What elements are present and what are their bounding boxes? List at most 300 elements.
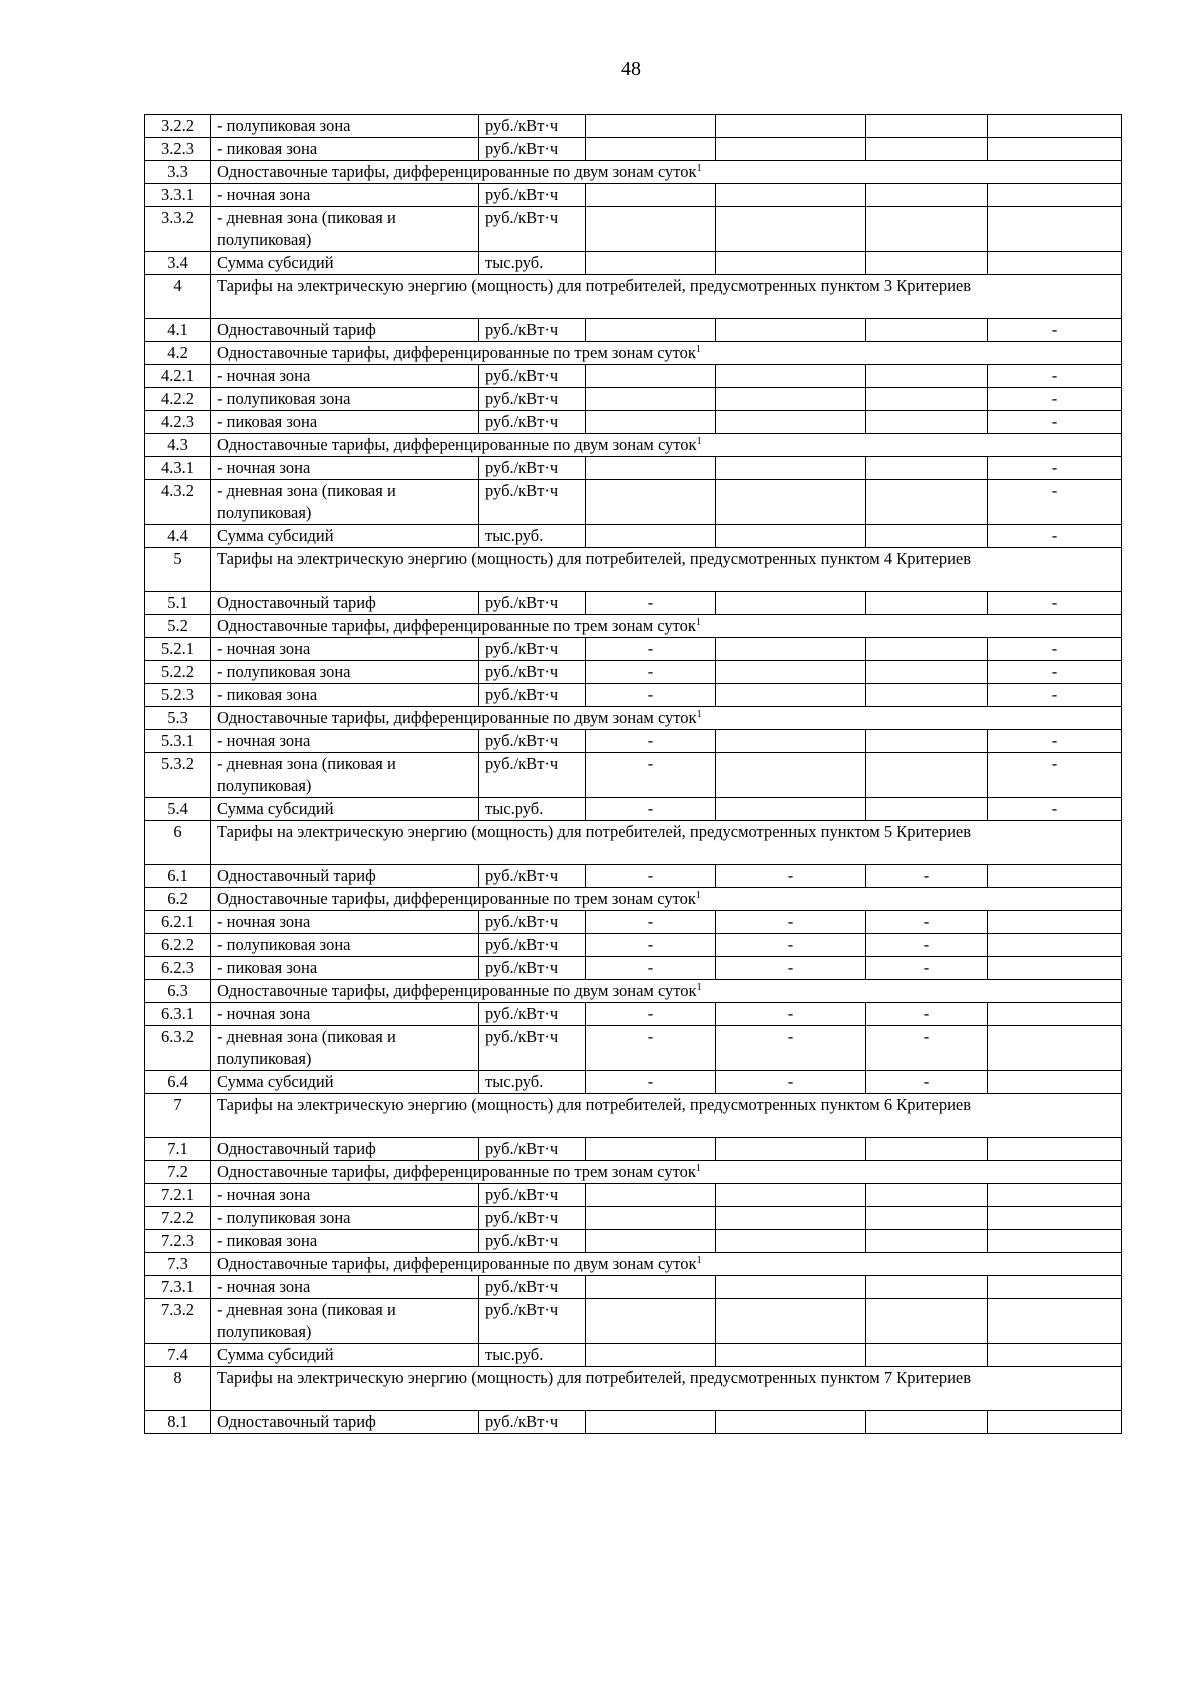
row-number: 4.4 [145,525,211,548]
row-number: 4.1 [145,319,211,342]
value-cell [716,592,866,615]
value-cell [586,1411,716,1434]
row-unit: руб./кВт·ч [479,1230,586,1253]
table-row [145,615,1122,638]
row-name: Одноставочный тариф [211,592,479,615]
table-row [145,115,1122,138]
row-number: 4.2.2 [145,388,211,411]
section-title-text: Одноставочные тарифы, дифференцированные по двум зонам суток [217,1254,697,1273]
row-name: - дневная зона (пиковая и полупиковая) [211,753,479,798]
row-number: 6 [145,821,211,865]
value-cell [866,319,988,342]
row-number: 6.3.2 [145,1026,211,1071]
section-title-text: Одноставочные тарифы, дифференцированные по трем зонам суток [217,616,696,635]
table-row [145,1071,1122,1094]
value-cell [586,207,716,252]
value-cell [988,115,1122,138]
value-cell [866,184,988,207]
row-unit: руб./кВт·ч [479,1138,586,1161]
value-cell [866,592,988,615]
row-name: Одноставочный тариф [211,865,479,888]
row-name: - полупиковая зона [211,1207,479,1230]
value-cell: - [866,865,988,888]
value-cell [586,1138,716,1161]
row-unit: тыс.руб. [479,1344,586,1367]
section-title [211,434,1122,457]
footnote-mark: 1 [695,890,701,901]
row-unit: тыс.руб. [479,798,586,821]
row-unit: руб./кВт·ч [479,638,586,661]
row-name: - ночная зона [211,911,479,934]
section-title-text: Тарифы на электрическую энергию (мощность) для потребителей, предусмотренных пунктом 3 Критериев [217,276,972,295]
row-number: 6.3.1 [145,1003,211,1026]
row-name: - дневная зона (пиковая и полупиковая) [211,480,479,525]
table-row [145,821,1122,865]
row-unit: руб./кВт·ч [479,457,586,480]
value-cell [716,365,866,388]
value-cell: - [586,911,716,934]
value-cell: - [988,365,1122,388]
table-row [145,1161,1122,1184]
section-title [211,548,1122,592]
row-number: 4.3 [145,434,211,457]
row-number: 3.3.2 [145,207,211,252]
table-row [145,480,1122,525]
value-cell: - [866,1026,988,1071]
value-cell [988,1344,1122,1367]
value-cell: - [988,319,1122,342]
value-cell [586,365,716,388]
row-name: Одноставочный тариф [211,1138,479,1161]
row-number: 7.4 [145,1344,211,1367]
value-cell: - [988,457,1122,480]
table-row [145,388,1122,411]
row-number: 5.2.3 [145,684,211,707]
table-row [145,319,1122,342]
row-name: Сумма субсидий [211,525,479,548]
value-cell [988,1411,1122,1434]
row-unit: руб./кВт·ч [479,207,586,252]
row-number: 7 [145,1094,211,1138]
footnote-mark: 1 [696,709,702,720]
table-row [145,1299,1122,1344]
row-number: 8 [145,1367,211,1411]
row-name: - ночная зона [211,365,479,388]
value-cell [716,457,866,480]
value-cell [586,1276,716,1299]
row-unit: руб./кВт·ч [479,1411,586,1434]
value-cell: - [866,1071,988,1094]
row-number: 6.2.2 [145,934,211,957]
section-title [211,821,1122,865]
row-unit: руб./кВт·ч [479,1003,586,1026]
value-cell [988,1071,1122,1094]
row-number: 4.3.1 [145,457,211,480]
value-cell [988,911,1122,934]
value-cell: - [586,661,716,684]
section-title [211,888,1122,911]
row-number: 5 [145,548,211,592]
row-name: - дневная зона (пиковая и полупиковая) [211,1026,479,1071]
table-row [145,548,1122,592]
value-cell [866,1276,988,1299]
value-cell [586,480,716,525]
value-cell: - [988,592,1122,615]
table-row [145,888,1122,911]
row-unit: руб./кВт·ч [479,138,586,161]
row-number: 3.2.2 [145,115,211,138]
table-row [145,730,1122,753]
value-cell: - [586,592,716,615]
section-title [211,161,1122,184]
value-cell [716,638,866,661]
section-title-text: Одноставочные тарифы, дифференцированные по двум зонам суток [217,435,697,454]
row-name: - ночная зона [211,638,479,661]
value-cell [866,730,988,753]
section-title [211,1161,1122,1184]
row-unit: руб./кВт·ч [479,365,586,388]
value-cell [988,934,1122,957]
value-cell: - [988,638,1122,661]
table-row [145,957,1122,980]
table-row [145,1138,1122,1161]
value-cell: - [586,638,716,661]
row-name: - полупиковая зона [211,388,479,411]
table-row [145,753,1122,798]
table-row [145,1026,1122,1071]
row-unit: руб./кВт·ч [479,480,586,525]
row-unit: тыс.руб. [479,525,586,548]
value-cell [988,1026,1122,1071]
value-cell: - [716,957,866,980]
value-cell: - [586,684,716,707]
section-title [211,1367,1122,1411]
row-number: 5.2 [145,615,211,638]
value-cell [988,1276,1122,1299]
table-row [145,411,1122,434]
table-row [145,1094,1122,1138]
table-row [145,1276,1122,1299]
table-row [145,1253,1122,1276]
value-cell [586,1230,716,1253]
section-title-text: Одноставочные тарифы, дифференцированные по трем зонам суток [217,1162,696,1181]
row-unit: руб./кВт·ч [479,957,586,980]
value-cell [586,388,716,411]
value-cell: - [586,865,716,888]
value-cell: - [988,753,1122,798]
value-cell: - [988,684,1122,707]
value-cell: - [866,1003,988,1026]
value-cell [988,138,1122,161]
row-name: Одноставочный тариф [211,1411,479,1434]
value-cell [716,730,866,753]
row-number: 5.3.2 [145,753,211,798]
section-title [211,342,1122,365]
value-cell [586,1299,716,1344]
value-cell: - [586,934,716,957]
row-name: - ночная зона [211,730,479,753]
row-name: Сумма субсидий [211,798,479,821]
value-cell [866,1230,988,1253]
value-cell [716,1184,866,1207]
value-cell: - [716,1026,866,1071]
value-cell [716,1299,866,1344]
value-cell [716,684,866,707]
row-name: - пиковая зона [211,1230,479,1253]
row-unit: руб./кВт·ч [479,753,586,798]
value-cell [716,411,866,434]
value-cell [866,753,988,798]
footnote-mark: 1 [695,1163,701,1174]
row-number: 6.2 [145,888,211,911]
row-number: 7.3 [145,1253,211,1276]
value-cell [586,1184,716,1207]
row-name: Сумма субсидий [211,1071,479,1094]
row-number: 5.2.1 [145,638,211,661]
row-number: 5.2.2 [145,661,211,684]
row-number: 5.3 [145,707,211,730]
value-cell [716,525,866,548]
table-row [145,1344,1122,1367]
table-row [145,252,1122,275]
row-number: 5.4 [145,798,211,821]
section-title-text: Тарифы на электрическую энергию (мощность) для потребителей, предусмотренных пунктом 4 Критериев [217,549,972,568]
row-number: 4.2.1 [145,365,211,388]
value-cell: - [988,798,1122,821]
value-cell [866,1207,988,1230]
value-cell [866,115,988,138]
table-row [145,1411,1122,1434]
value-cell [988,1207,1122,1230]
row-number: 4.2 [145,342,211,365]
row-name: - ночная зона [211,457,479,480]
value-cell: - [716,1003,866,1026]
row-number: 3.2.3 [145,138,211,161]
row-unit: руб./кВт·ч [479,411,586,434]
value-cell [716,1411,866,1434]
row-unit: руб./кВт·ч [479,319,586,342]
value-cell: - [988,480,1122,525]
value-cell: - [586,1003,716,1026]
section-title [211,1094,1122,1138]
section-title-text: Одноставочные тарифы, дифференцированные по трем зонам суток [217,343,696,362]
value-cell: - [716,865,866,888]
row-unit: руб./кВт·ч [479,911,586,934]
row-name: - ночная зона [211,1276,479,1299]
row-name: - пиковая зона [211,957,479,980]
table-row [145,934,1122,957]
section-title-text: Одноставочные тарифы, дифференцированные по трем зонам суток [217,889,696,908]
row-name: - ночная зона [211,1003,479,1026]
row-number: 3.3.1 [145,184,211,207]
value-cell [586,1207,716,1230]
footnote-mark: 1 [696,1255,702,1266]
row-number: 6.1 [145,865,211,888]
value-cell [866,138,988,161]
table-row [145,798,1122,821]
section-title [211,980,1122,1003]
value-cell [866,638,988,661]
section-title [211,615,1122,638]
row-unit: руб./кВт·ч [479,865,586,888]
value-cell: - [586,753,716,798]
value-cell: - [716,1071,866,1094]
row-unit: руб./кВт·ч [479,1184,586,1207]
value-cell [866,1344,988,1367]
row-number: 5.1 [145,592,211,615]
table-row [145,1207,1122,1230]
value-cell: - [586,798,716,821]
footnote-mark: 1 [695,344,701,355]
value-cell [716,798,866,821]
value-cell [716,1344,866,1367]
value-cell: - [988,730,1122,753]
table-row [145,184,1122,207]
table-row [145,592,1122,615]
row-unit: руб./кВт·ч [479,1207,586,1230]
row-unit: руб./кВт·ч [479,934,586,957]
value-cell [716,252,866,275]
value-cell [988,865,1122,888]
table-row [145,207,1122,252]
value-cell: - [988,388,1122,411]
row-number: 7.1 [145,1138,211,1161]
value-cell: - [586,1026,716,1071]
table-row [145,638,1122,661]
table-row [145,138,1122,161]
footnote-mark: 1 [696,982,702,993]
table-row [145,1367,1122,1411]
table-row [145,707,1122,730]
row-unit: руб./кВт·ч [479,661,586,684]
table-row [145,980,1122,1003]
section-title [211,1253,1122,1276]
value-cell [988,207,1122,252]
table-row [145,1230,1122,1253]
footnote-mark: 1 [695,617,701,628]
value-cell [866,661,988,684]
table-row [145,661,1122,684]
table-row [145,434,1122,457]
row-name: - полупиковая зона [211,661,479,684]
row-name: - ночная зона [211,184,479,207]
row-number: 7.2 [145,1161,211,1184]
row-number: 4.2.3 [145,411,211,434]
row-number: 3.3 [145,161,211,184]
value-cell [866,207,988,252]
value-cell [586,115,716,138]
row-name: Сумма субсидий [211,252,479,275]
value-cell [716,138,866,161]
footnote-mark: 1 [696,163,702,174]
page-number: 48 [621,58,641,80]
value-cell: - [716,911,866,934]
value-cell [586,525,716,548]
row-number: 7.2.2 [145,1207,211,1230]
value-cell [988,1299,1122,1344]
table-row [145,365,1122,388]
table-row [145,865,1122,888]
value-cell: - [988,661,1122,684]
value-cell: - [866,957,988,980]
row-name: - дневная зона (пиковая и полупиковая) [211,1299,479,1344]
value-cell: - [716,934,866,957]
value-cell [586,1344,716,1367]
row-name: - дневная зона (пиковая и полупиковая) [211,207,479,252]
tariff-table [144,114,1122,1434]
row-unit: руб./кВт·ч [479,388,586,411]
value-cell [988,1184,1122,1207]
section-title-text: Одноставочные тарифы, дифференцированные по двум зонам суток [217,981,697,1000]
row-unit: тыс.руб. [479,252,586,275]
value-cell [988,957,1122,980]
row-number: 5.3.1 [145,730,211,753]
row-unit: руб./кВт·ч [479,730,586,753]
table-row [145,161,1122,184]
value-cell [988,1138,1122,1161]
value-cell [866,480,988,525]
row-name: Сумма субсидий [211,1344,479,1367]
value-cell [988,252,1122,275]
value-cell [866,411,988,434]
value-cell [716,184,866,207]
row-unit: руб./кВт·ч [479,184,586,207]
value-cell [586,457,716,480]
row-number: 6.4 [145,1071,211,1094]
row-number: 7.2.3 [145,1230,211,1253]
value-cell [716,480,866,525]
row-number: 4 [145,275,211,319]
row-number: 7.3.2 [145,1299,211,1344]
table-row [145,525,1122,548]
value-cell [866,1184,988,1207]
value-cell [716,753,866,798]
section-title-text: Одноставочные тарифы, дифференцированные по двум зонам суток [217,162,697,181]
value-cell [716,1207,866,1230]
row-name: Одноставочный тариф [211,319,479,342]
table-row [145,275,1122,319]
row-number: 3.4 [145,252,211,275]
row-number: 4.3.2 [145,480,211,525]
row-unit: руб./кВт·ч [479,1276,586,1299]
value-cell [866,684,988,707]
table-row [145,1184,1122,1207]
table-row [145,342,1122,365]
value-cell: - [586,1071,716,1094]
value-cell [716,115,866,138]
value-cell [988,1230,1122,1253]
value-cell: - [586,957,716,980]
value-cell [586,319,716,342]
row-name: - пиковая зона [211,684,479,707]
row-number: 6.2.1 [145,911,211,934]
section-title-text: Одноставочные тарифы, дифференцированные по двум зонам суток [217,708,697,727]
row-unit: руб./кВт·ч [479,115,586,138]
value-cell [586,411,716,434]
value-cell [866,252,988,275]
section-title [211,275,1122,319]
value-cell: - [988,525,1122,548]
table-row [145,457,1122,480]
value-cell [716,661,866,684]
row-name: - ночная зона [211,1184,479,1207]
value-cell [716,207,866,252]
row-name: - полупиковая зона [211,115,479,138]
value-cell [988,184,1122,207]
value-cell: - [866,934,988,957]
value-cell [866,457,988,480]
value-cell: - [988,411,1122,434]
